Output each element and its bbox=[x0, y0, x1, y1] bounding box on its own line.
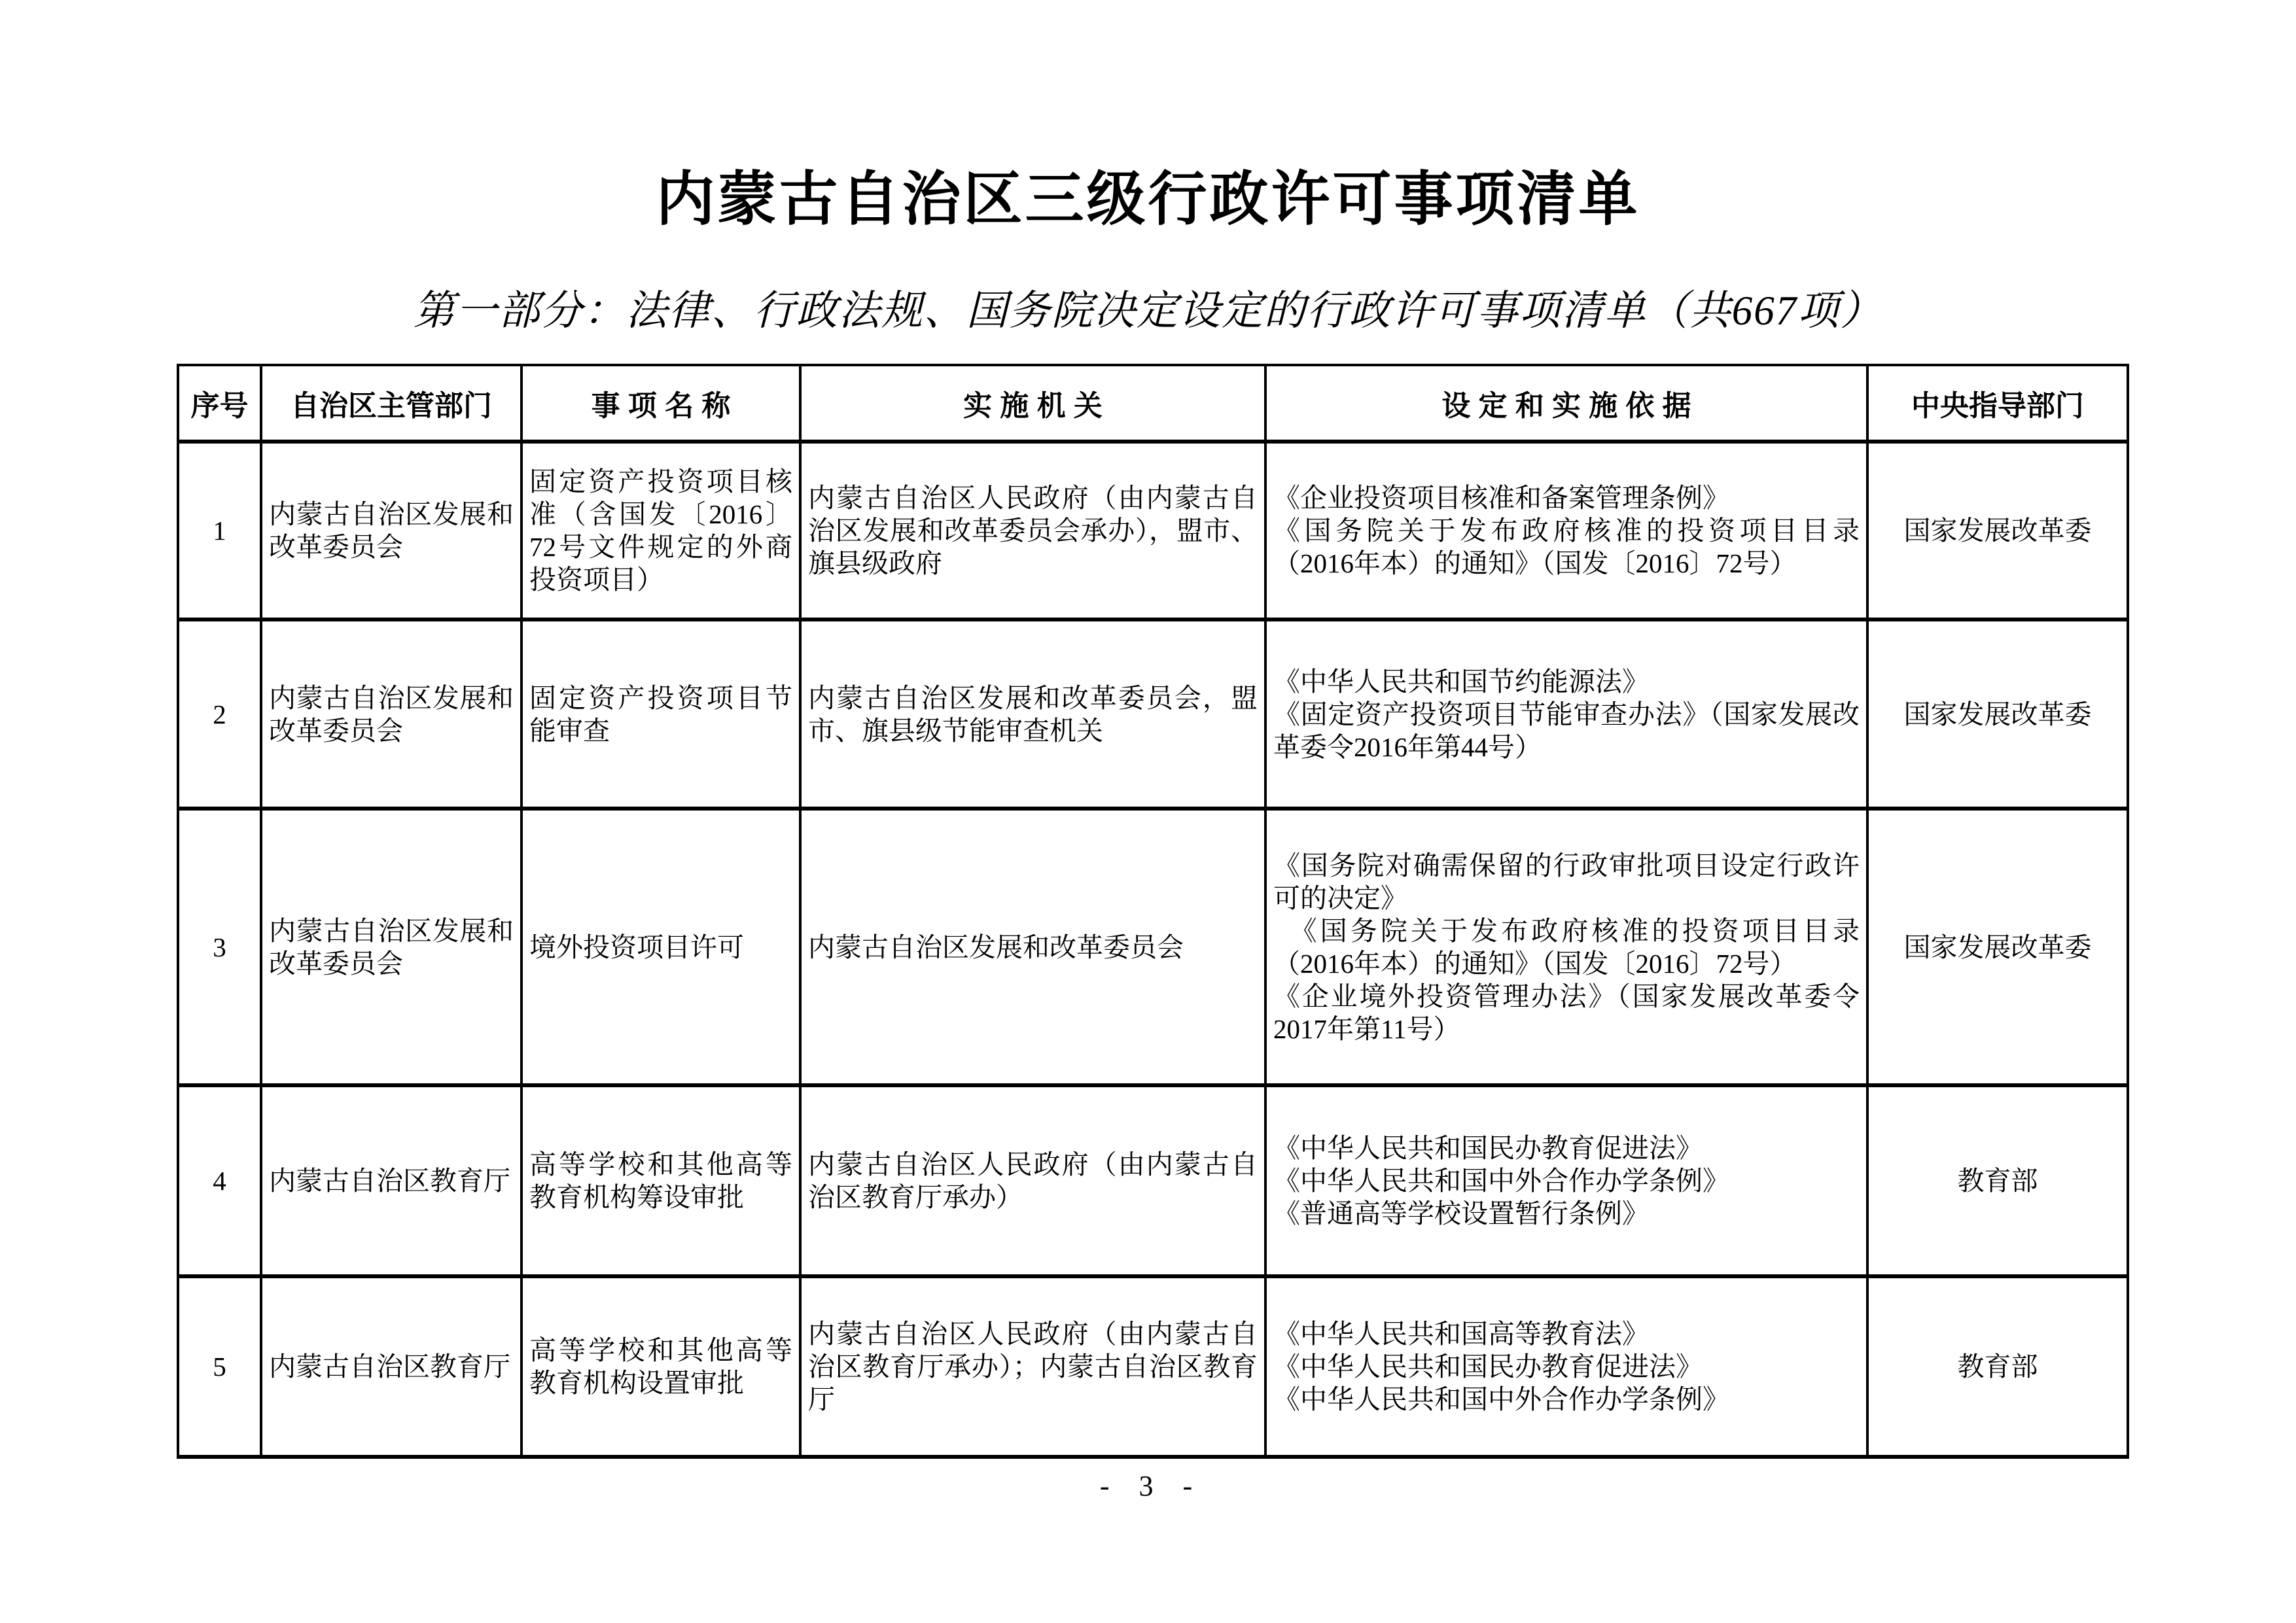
header-seq: 序号 bbox=[178, 365, 261, 442]
page-subtitle: 第一部分：法律、行政法规、国务院决定设定的行政许可事项清单（共667项） bbox=[413, 288, 1883, 334]
table-row bbox=[178, 809, 2128, 1085]
cell-implementing-agency: 内蒙古自治区人民政府（由内蒙古自治区教育厅承办）；内蒙古自治区教育厅 bbox=[800, 1276, 1265, 1457]
cell-implementing-agency: 内蒙古自治区人民政府（由内蒙古自治区发展和改革委员会承办），盟市、旗县级政府 bbox=[800, 442, 1265, 620]
cell-department: 内蒙古自治区教育厅 bbox=[261, 1276, 521, 1457]
page-title: 内蒙古自治区三级行政许可事项清单 bbox=[656, 167, 1640, 232]
cell-basis bbox=[1265, 442, 1867, 620]
table-row bbox=[178, 1085, 2128, 1276]
cell-central-guidance: 教育部 bbox=[1867, 1085, 2128, 1276]
basis-entry: 《普通高等学校设置暂行条例》 bbox=[1273, 1198, 1649, 1229]
cell-central-guidance: 国家发展改革委 bbox=[1867, 620, 2128, 809]
basis-entry: 《中华人民共和国中外合作办学条例》 bbox=[1273, 1384, 1729, 1414]
basis-entry: 《中华人民共和国民办教育促进法》 bbox=[1273, 1133, 1703, 1163]
table-row bbox=[178, 442, 2128, 620]
cell-seq: 5 bbox=[178, 1276, 261, 1457]
basis-entry: 《国务院对确需保留的行政审批项目设定行政许可的决定》 bbox=[1273, 850, 1860, 913]
header-item-name: 事 项 名 称 bbox=[521, 365, 800, 442]
cell-basis bbox=[1265, 1276, 1867, 1457]
basis-entry: 《中华人民共和国节约能源法》 bbox=[1273, 666, 1649, 697]
basis-entry: 《国务院关于发布政府核准的投资项目目录（2016年本）的通知》（国发〔2016〕72号） bbox=[1273, 515, 1860, 578]
cell-central-guidance: 国家发展改革委 bbox=[1867, 442, 2128, 620]
table-row bbox=[178, 1276, 2128, 1457]
cell-item-name: 境外投资项目许可 bbox=[521, 809, 800, 1085]
cell-department: 内蒙古自治区发展和改革委员会 bbox=[261, 442, 521, 620]
table-header-row bbox=[178, 365, 2128, 442]
cell-basis bbox=[1265, 620, 1867, 809]
cell-central-guidance: 教育部 bbox=[1867, 1276, 2128, 1457]
cell-central-guidance: 国家发展改革委 bbox=[1867, 809, 2128, 1085]
licensing-items-table bbox=[177, 364, 2129, 1459]
cell-implementing-agency: 内蒙古自治区发展和改革委员会，盟市、旗县级节能审查机关 bbox=[800, 620, 1265, 809]
page-number: - 3 - bbox=[1099, 1470, 1197, 1502]
cell-seq: 4 bbox=[178, 1085, 261, 1276]
cell-basis bbox=[1265, 1085, 1867, 1276]
cell-seq: 1 bbox=[178, 442, 261, 620]
header-central-guidance: 中央指导部门 bbox=[1867, 365, 2128, 442]
basis-entry: 《企业投资项目核准和备案管理条例》 bbox=[1273, 483, 1729, 513]
basis-entry: 《国务院关于发布政府核准的投资项目目录（2016年本）的通知》（国发〔2016〕72号） bbox=[1273, 915, 1860, 979]
basis-entry: 《中华人民共和国中外合作办学条例》 bbox=[1273, 1166, 1729, 1196]
cell-department: 内蒙古自治区发展和改革委员会 bbox=[261, 809, 521, 1085]
cell-seq: 2 bbox=[178, 620, 261, 809]
cell-item-name: 固定资产投资项目节能审查 bbox=[521, 620, 800, 809]
basis-entry: 《固定资产投资项目节能审查办法》（国家发展改革委令2016年第44号） bbox=[1273, 699, 1860, 762]
cell-implementing-agency: 内蒙古自治区发展和改革委员会 bbox=[800, 809, 1265, 1085]
cell-item-name: 高等学校和其他高等教育机构筹设审批 bbox=[521, 1085, 800, 1276]
cell-item-name: 固定资产投资项目核准（含国发〔2016〕72号文件规定的外商投资项目） bbox=[521, 442, 800, 620]
cell-department: 内蒙古自治区教育厅 bbox=[261, 1085, 521, 1276]
cell-basis bbox=[1265, 809, 1867, 1085]
cell-department: 内蒙古自治区发展和改革委员会 bbox=[261, 620, 521, 809]
header-implementing-agency: 实 施 机 关 bbox=[800, 365, 1265, 442]
basis-entry: 《企业境外投资管理办法》（国家发展改革委令2017年第11号） bbox=[1273, 981, 1860, 1044]
cell-item-name: 高等学校和其他高等教育机构设置审批 bbox=[521, 1276, 800, 1457]
basis-entry: 《中华人民共和国高等教育法》 bbox=[1273, 1319, 1649, 1349]
header-department: 自治区主管部门 bbox=[261, 365, 521, 442]
cell-seq: 3 bbox=[178, 809, 261, 1085]
cell-implementing-agency: 内蒙古自治区人民政府（由内蒙古自治区教育厅承办） bbox=[800, 1085, 1265, 1276]
header-basis: 设 定 和 实 施 依 据 bbox=[1265, 365, 1867, 442]
basis-entry: 《中华人民共和国民办教育促进法》 bbox=[1273, 1352, 1703, 1382]
table-row bbox=[178, 620, 2128, 809]
